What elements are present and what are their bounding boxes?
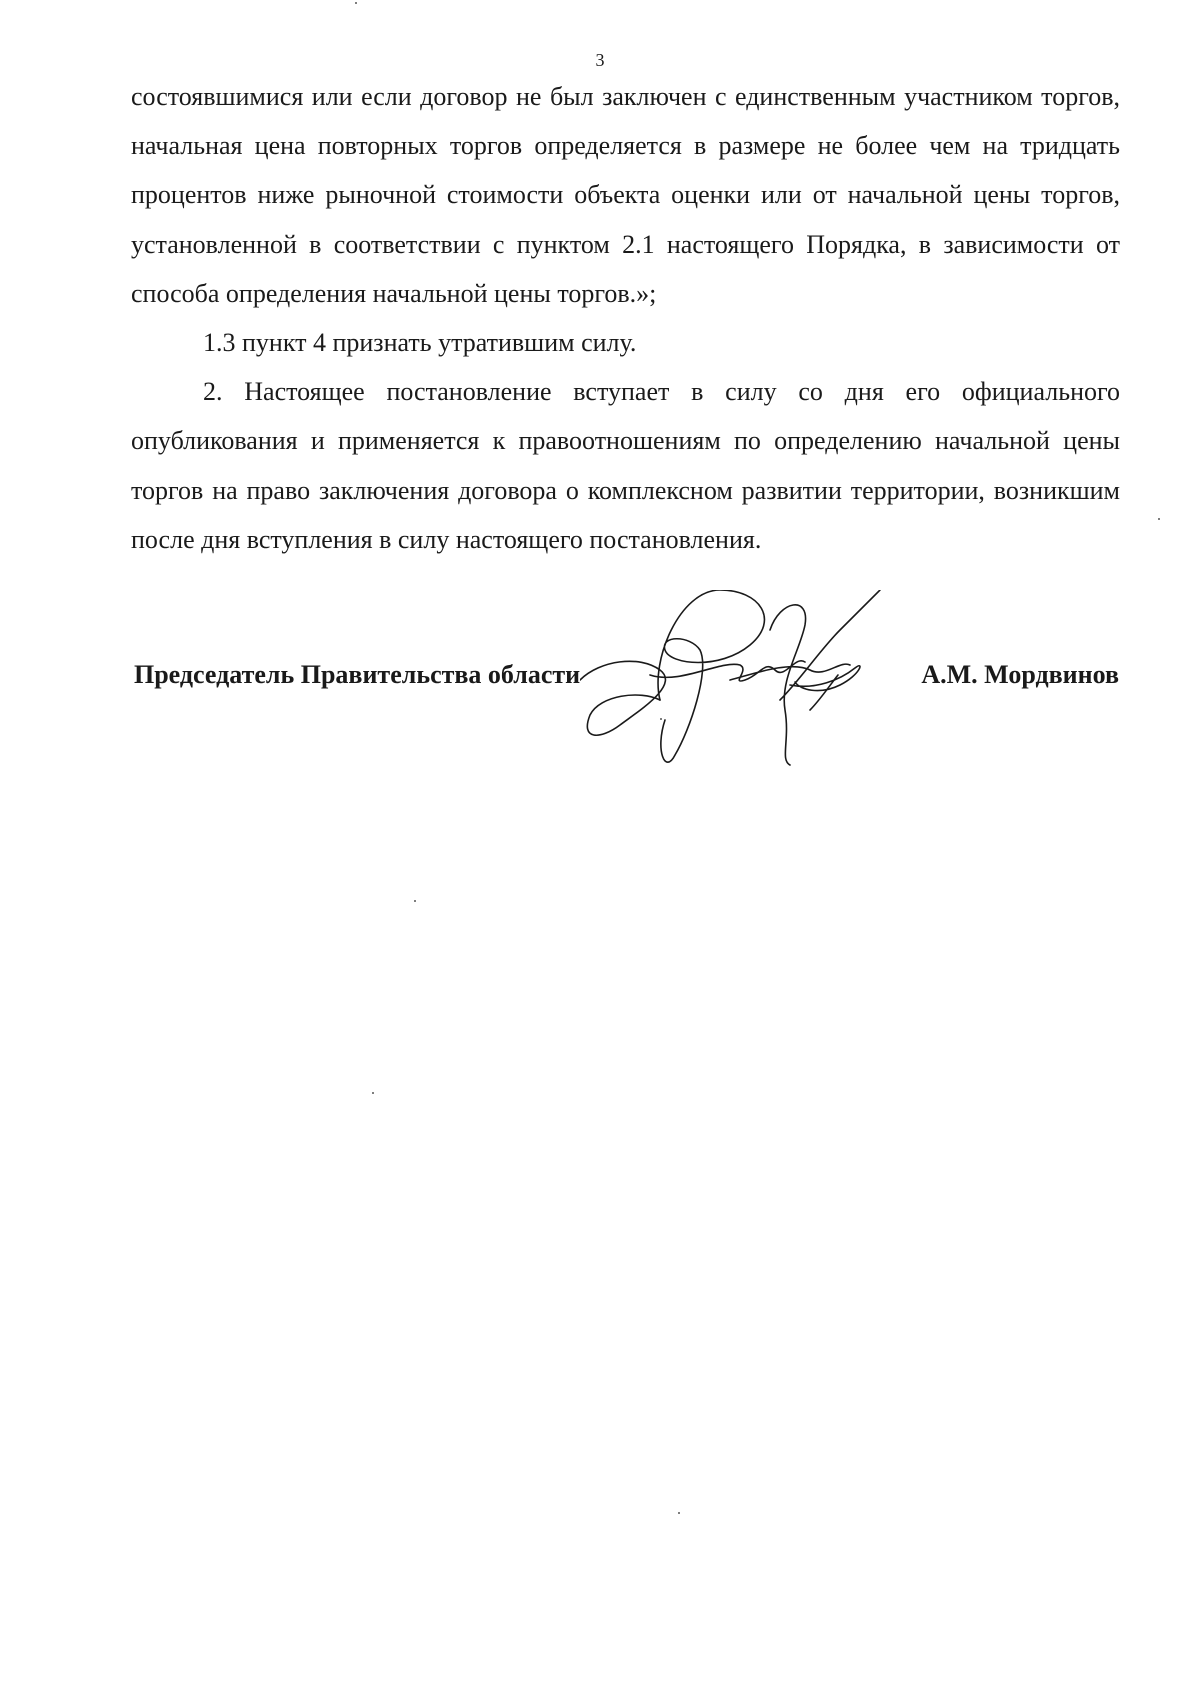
scan-speck: [660, 718, 662, 720]
scan-speck: [414, 900, 416, 902]
document-body: [131, 72, 1120, 564]
signatory-position: Председатель Правительства области: [134, 660, 581, 689]
page-number: 3: [595, 50, 605, 70]
scan-speck: [372, 1092, 374, 1094]
paragraph-continuation: состоявшимися или если договор не был заключен с единственным участником торгов, начальная цена повторных торгов определяется в размере не более чем на тридцать процентов ниже рыночной стоимости объекта оценки или от начальной цены торгов, установленной в соответствии с пунктом 2.1 настоящего Порядка, в зависимости от способа определения начальной цены торгов.»;: [131, 82, 1120, 308]
handwritten-signature: [580, 590, 940, 790]
paragraph-item-2: 2. Настоящее постановление вступает в силу со дня его официального опубликования и применяется к правоотношениям по определению начальной цены торгов на право заключения договора о комплексном развитии территории, возникшим после дня вступления в силу настоящего постановления.: [131, 377, 1120, 554]
scan-speck: [1158, 518, 1160, 520]
paragraph-item-1-3: 1.3 пункт 4 признать утратившим силу.: [203, 328, 637, 358]
scan-speck: [678, 1512, 680, 1514]
signatory-name: А.М. Мордвинов: [921, 660, 1119, 689]
scan-speck: [355, 2, 357, 4]
